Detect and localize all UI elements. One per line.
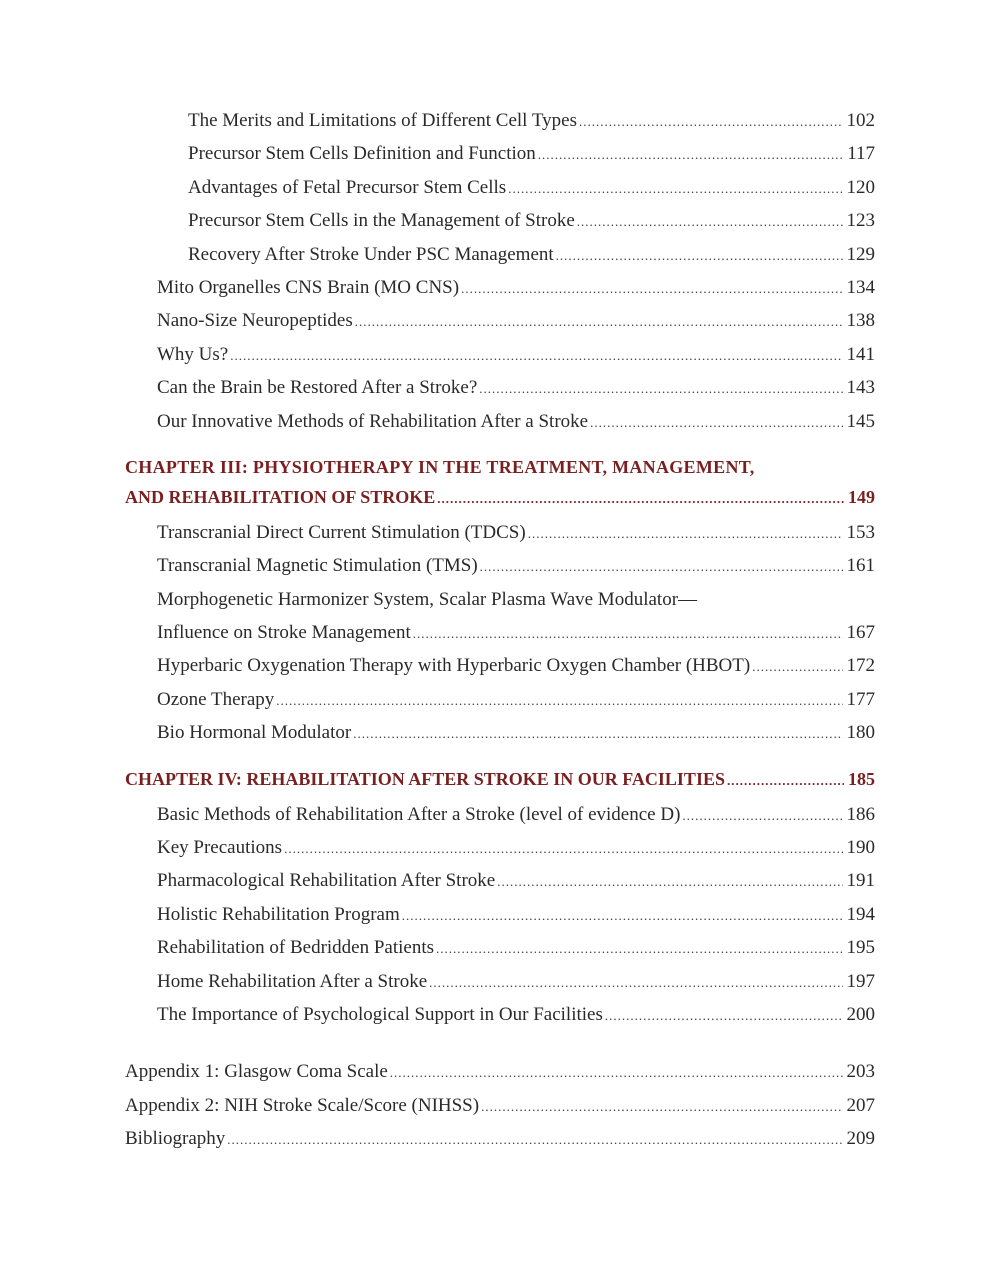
toc-entry-page: 138 xyxy=(846,310,875,332)
dot-leader xyxy=(436,932,842,965)
toc-entry-appendix[interactable] xyxy=(125,1055,875,1088)
toc-entry-page: 194 xyxy=(846,903,875,925)
toc-entry-title: Advantages of Fetal Precursor Stem Cells xyxy=(188,176,507,198)
toc-entry-title: Basic Methods of Rehabilitation After a Stroke (level of evidence D) xyxy=(157,803,681,825)
dot-leader xyxy=(429,966,842,999)
toc-entry-title: Precursor Stem Cells Definition and Function xyxy=(188,143,536,165)
chapter-heading[interactable] xyxy=(125,764,875,794)
dot-leader xyxy=(284,832,842,865)
dot-leader xyxy=(497,865,842,898)
toc-entry-title: Rehabilitation of Bedridden Patients xyxy=(157,937,435,959)
dot-leader xyxy=(727,766,844,796)
toc-entry[interactable] xyxy=(125,649,875,682)
toc-entry[interactable] xyxy=(125,304,875,337)
dot-leader xyxy=(276,684,842,717)
chapter-title-line: CHAPTER III: PHYSIOTHERAPY IN THE TREATMENT, MANAGEMENT, xyxy=(125,456,755,477)
toc-entry[interactable] xyxy=(125,898,875,931)
toc-entry-title: Holistic Rehabilitation Program xyxy=(157,903,400,925)
toc-entry-title: Our Innovative Methods of Rehabilitation After a Stroke xyxy=(157,410,589,432)
toc-entry-title: Appendix 2: NIH Stroke Scale/Score (NIHSS) xyxy=(125,1094,480,1116)
toc-entry-page: 200 xyxy=(846,1003,875,1025)
dot-leader xyxy=(605,999,843,1032)
toc-entry-page: 167 xyxy=(846,622,875,644)
toc-entry-title: Hyperbaric Oxygenation Therapy with Hyperbaric Oxygen Chamber (HBOT) xyxy=(157,655,751,677)
toc-entry[interactable] xyxy=(125,864,875,897)
dot-leader xyxy=(508,172,842,205)
toc-entry[interactable] xyxy=(125,516,875,549)
toc-entry-page: 153 xyxy=(846,521,875,543)
toc-entry[interactable] xyxy=(125,371,875,404)
dot-leader xyxy=(538,138,843,171)
toc-entry-title: Why Us? xyxy=(157,343,229,365)
toc-entry-title: Pharmacological Rehabilitation After Stroke xyxy=(157,870,496,892)
toc-entry[interactable] xyxy=(125,549,875,582)
dot-leader xyxy=(413,617,843,650)
toc-entry-page: 197 xyxy=(846,970,875,992)
dot-leader xyxy=(355,305,843,338)
toc-entry-title: Mito Organelles CNS Brain (MO CNS) xyxy=(157,276,460,298)
toc-entry-title: Precursor Stem Cells in the Management of Stroke xyxy=(188,210,575,232)
toc-entry-bibliography[interactable] xyxy=(125,1122,875,1155)
toc-entry-title: Key Precautions xyxy=(157,837,283,859)
toc-entry-page: 172 xyxy=(846,655,875,677)
toc-entry[interactable] xyxy=(125,798,875,831)
toc-entry-title: Transcranial Magnetic Stimulation (TMS) xyxy=(157,555,478,577)
toc-entry-page: 143 xyxy=(846,377,875,399)
chapter-page: 149 xyxy=(848,486,875,507)
toc-entry-title: Home Rehabilitation After a Stroke xyxy=(157,970,428,992)
toc-entry-multiline[interactable] xyxy=(125,583,875,650)
toc-entry[interactable] xyxy=(125,338,875,371)
toc-entry[interactable] xyxy=(125,931,875,964)
toc-entry-title: Bio Hormonal Modulator xyxy=(157,722,352,744)
toc-entry-page: 191 xyxy=(846,870,875,892)
dot-leader xyxy=(479,372,842,405)
dot-leader xyxy=(353,717,842,750)
toc-entry[interactable] xyxy=(125,137,875,170)
toc-entry[interactable] xyxy=(125,831,875,864)
toc-entry-page: 177 xyxy=(846,688,875,710)
toc-entry[interactable] xyxy=(125,271,875,304)
toc-entry[interactable] xyxy=(125,171,875,204)
chapter-title-entry xyxy=(125,482,875,512)
toc-entry-page: 141 xyxy=(846,343,875,365)
toc-entry-title: Recovery After Stroke Under PSC Management xyxy=(188,243,554,265)
toc-entry-page: 120 xyxy=(846,176,875,198)
toc-entry-page: 180 xyxy=(846,722,875,744)
dot-leader xyxy=(227,1123,842,1156)
chapter-title: CHAPTER IV: REHABILITATION AFTER STROKE IN OUR FACILITIES xyxy=(125,768,725,789)
toc-entry[interactable] xyxy=(125,683,875,716)
dot-leader xyxy=(230,339,842,372)
toc-entry-title: Ozone Therapy xyxy=(157,688,275,710)
toc-entry-title-line: Influence on Stroke Management xyxy=(157,622,411,644)
dot-leader xyxy=(481,1090,842,1123)
toc-entry[interactable] xyxy=(125,204,875,237)
toc-entry[interactable] xyxy=(125,405,875,438)
dot-leader xyxy=(528,517,843,550)
dot-leader xyxy=(461,272,842,305)
toc-entry-title: Appendix 1: Glasgow Coma Scale xyxy=(125,1061,388,1083)
toc-entry[interactable] xyxy=(125,104,875,137)
toc-entry-page: 129 xyxy=(846,243,875,265)
toc-entry[interactable] xyxy=(125,998,875,1031)
toc-entry-title: Bibliography xyxy=(125,1128,226,1150)
dot-leader xyxy=(390,1056,843,1089)
toc-entry-page: 190 xyxy=(846,837,875,859)
toc-entry-page: 186 xyxy=(846,803,875,825)
table-of-contents xyxy=(125,104,875,1156)
toc-entry-page: 203 xyxy=(846,1061,875,1083)
toc-entry-page: 195 xyxy=(846,937,875,959)
dot-leader xyxy=(577,205,843,238)
toc-entry-title-line: Morphogenetic Harmonizer System, Scalar Plasma Wave Modulator— xyxy=(157,588,698,610)
toc-entry-page: 161 xyxy=(846,555,875,577)
toc-entry-page: 145 xyxy=(846,410,875,432)
toc-entry[interactable] xyxy=(125,716,875,749)
toc-entry-page: 102 xyxy=(846,110,875,131)
dot-leader xyxy=(402,899,843,932)
toc-entry-title: Can the Brain be Restored After a Stroke? xyxy=(157,377,478,399)
chapter-heading[interactable] xyxy=(125,452,875,512)
chapter-page: 185 xyxy=(848,768,875,789)
dot-leader xyxy=(480,550,843,583)
toc-entry-title: Transcranial Direct Current Stimulation (TDCS) xyxy=(157,521,526,543)
toc-entry xyxy=(125,616,875,649)
dot-leader xyxy=(437,484,844,514)
toc-entry[interactable] xyxy=(125,238,875,271)
toc-entry[interactable] xyxy=(125,965,875,998)
toc-entry-title: Nano-Size Neuropeptides xyxy=(157,310,353,332)
toc-entry-page: 117 xyxy=(847,143,875,165)
toc-entry-page: 207 xyxy=(846,1094,875,1116)
toc-entry-title: The Merits and Limitations of Different Cell Types xyxy=(188,110,577,131)
dot-leader xyxy=(752,650,842,683)
toc-entry-page: 209 xyxy=(846,1128,875,1150)
chapter-title-entry xyxy=(125,764,875,794)
chapter-title-line: AND REHABILITATION OF STROKE xyxy=(125,486,436,507)
toc-entry-page: 134 xyxy=(846,276,875,298)
toc-entry-page: 123 xyxy=(846,210,875,232)
dot-leader xyxy=(682,799,842,832)
dot-leader xyxy=(579,105,843,138)
toc-entry-title: The Importance of Psychological Support in Our Facilities xyxy=(157,1003,603,1025)
dot-leader xyxy=(556,239,843,272)
toc-entry-appendix[interactable] xyxy=(125,1089,875,1122)
dot-leader xyxy=(590,406,842,439)
